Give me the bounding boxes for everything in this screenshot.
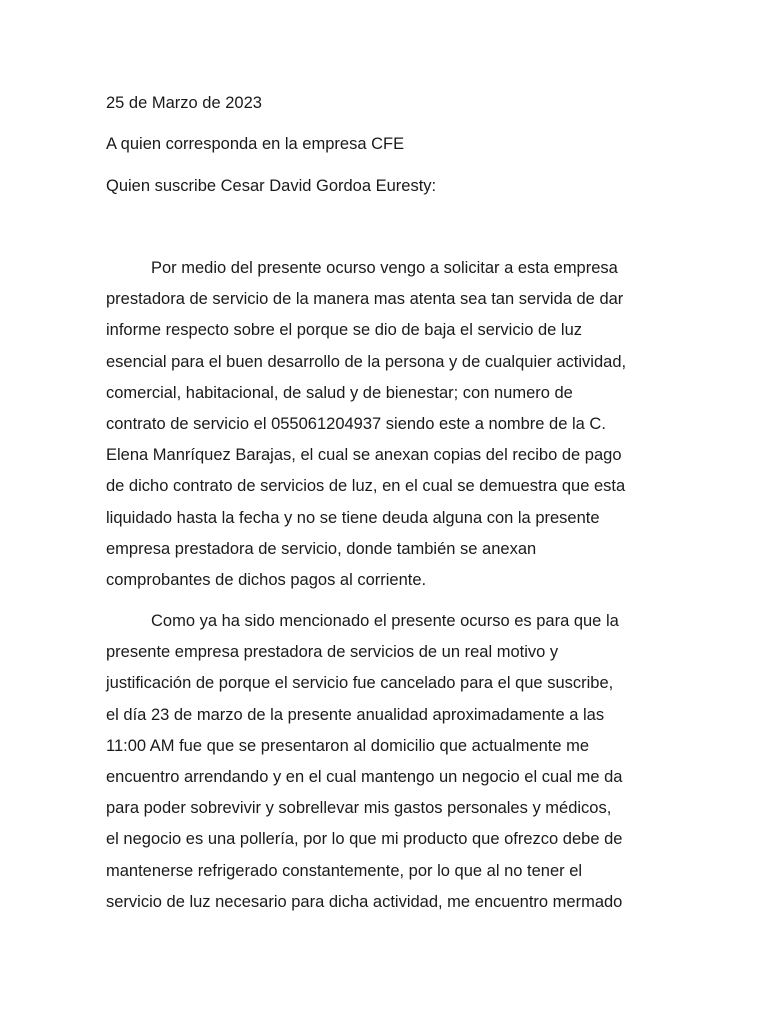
paragraph-line: Elena Manríquez Barajas, el cual se anexan copias del recibo de pago <box>106 446 622 465</box>
paragraph-line: presente empresa prestadora de servicios de un real motivo y <box>106 643 559 662</box>
paragraph-line: liquidado hasta la fecha y no se tiene deuda alguna con la presente <box>106 508 600 527</box>
paragraph-line: informe respecto sobre el porque se dio de baja el servicio de luz <box>106 321 583 340</box>
letter-recipient: A quien corresponda en la empresa CFE <box>106 135 405 153</box>
letter-signer: Quien suscribe Cesar David Gordoa Euresty: <box>106 177 437 195</box>
paragraph-line: comercial, habitacional, de salud y de bienestar; con numero de <box>106 383 573 402</box>
paragraph-line: mantenerse refrigerado constantemente, por lo que al no tener el <box>106 861 583 880</box>
paragraph-line: comprobantes de dichos pagos al corriente. <box>106 570 427 589</box>
letter-date: 25 de Marzo de 2023 <box>106 94 262 112</box>
paragraph-line: el negocio es una pollería, por lo que mi producto que ofrezco debe de <box>106 830 623 849</box>
paragraph-line: el día 23 de marzo de la presente anualidad aproximadamente a las <box>106 705 605 724</box>
paragraph-line: Por medio del presente ocurso vengo a solicitar a esta empresa <box>151 259 618 277</box>
paragraph-line: Como ya ha sido mencionado el presente ocurso es para que la <box>151 612 619 630</box>
paragraph-line: de dicho contrato de servicios de luz, en el cual se demuestra que esta <box>106 477 626 496</box>
document-page <box>106 0 662 1024</box>
paragraph-line: justificación de porque el servicio fue cancelado para el que suscribe, <box>106 674 614 693</box>
paragraph-line: 11:00 AM fue que se presentaron al domicilio que actualmente me <box>106 736 590 755</box>
body-paragraph-1 <box>106 253 662 596</box>
paragraph-line: servicio de luz necesario para dicha actividad, me encuentro mermado <box>106 892 623 911</box>
body-paragraph-2 <box>106 606 662 918</box>
paragraph-line: para poder sobrevivir y sobrellevar mis gastos personales y médicos, <box>106 799 612 818</box>
paragraph-line: encuentro arrendando y en el cual mantengo un negocio el cual me da <box>106 767 623 786</box>
paragraph-line: esencial para el buen desarrollo de la persona y de cualquier actividad, <box>106 352 627 371</box>
paragraph-line: empresa prestadora de servicio, donde también se anexan <box>106 539 537 558</box>
paragraph-line: prestadora de servicio de la manera mas atenta sea tan servida de dar <box>106 290 624 309</box>
paragraph-line: contrato de servicio el 055061204937 siendo este a nombre de la C. <box>106 414 606 433</box>
